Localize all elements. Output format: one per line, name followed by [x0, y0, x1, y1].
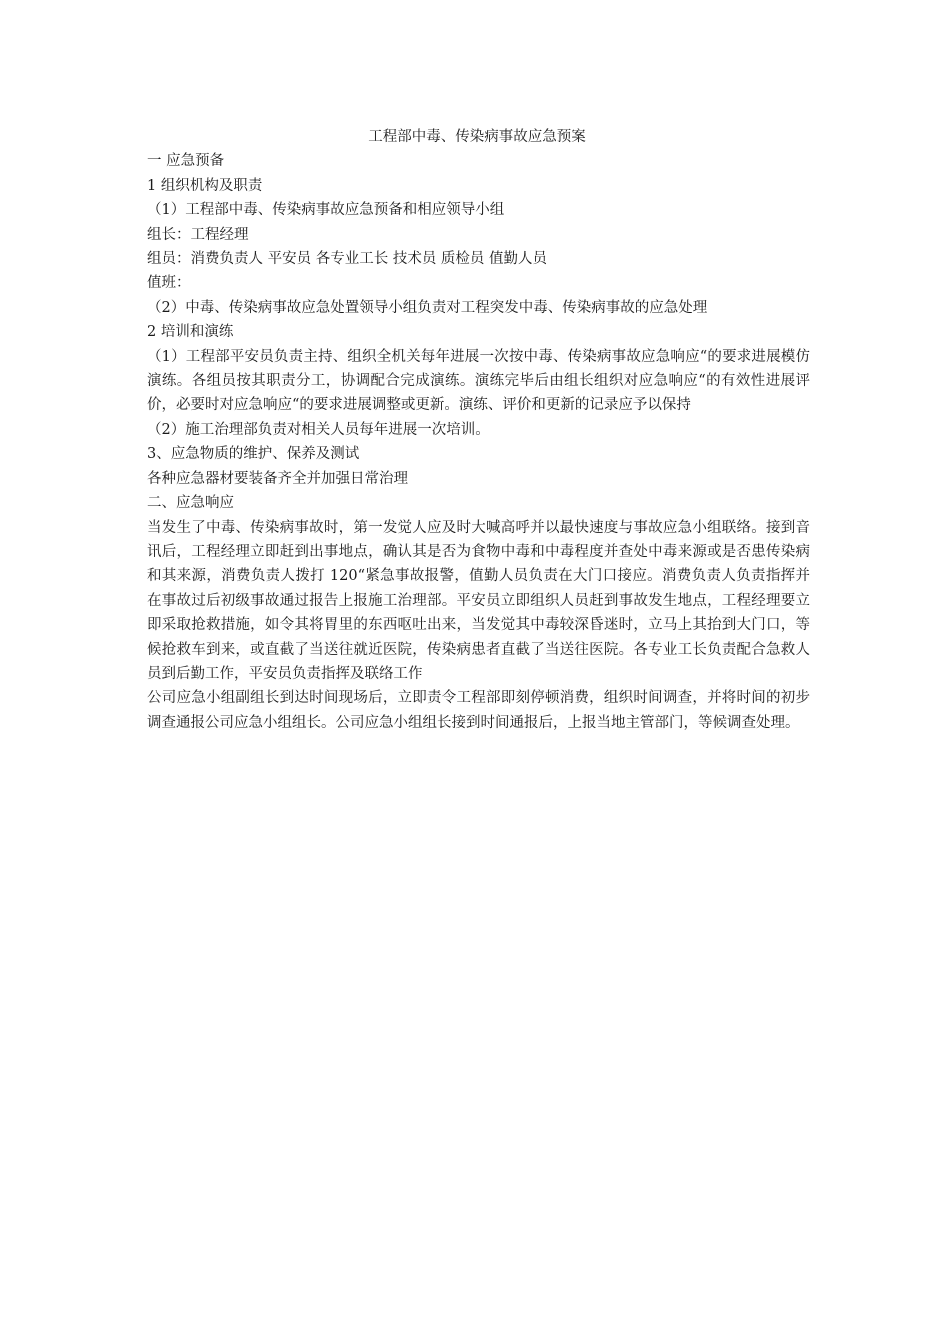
- document-page: [144, 125, 810, 735]
- item-on-duty: 值班：: [147, 275, 191, 292]
- subsection-heading-organization: 1 组织机构及职责: [147, 177, 263, 194]
- paragraph-response-procedure: 当发生了中毒、传染病事故时，第一发觉人应及时大喊高呼并以最快速度与事故应急小组联络。接到音讯后，工程经理立即赶到出事地点，确认其是否为食物中毒和中毒程度并查处中毒来源或是否患传染病和其来源，消费负责人拨打 120“紧急事故报警，值勤人员负责在大门口接应。消费负责人负责指挥并在事故过后初级事故通过报告上报施工治理部。平安员立即组织人员赶到事故发生地点，工程经理要立即采取抢救措施，如令其将胃里的东西呕吐出来，当发觉其中毒较深昏迷时，立马上其抬到大门口，等候抢救车到来，或直截了当送往就近医院，传染病患者直截了当送往医院。各专业工长负责配合急救人员到后勤工作，平安员负责指挥及联络工作: [147, 519, 810, 682]
- document-title: 工程部中毒、传染病事故应急预案: [368, 129, 586, 145]
- item-handling-group: （2）中毒、传染病事故应急处置领导小组负责对工程突发中毒、传染病事故的应急处理: [147, 299, 708, 316]
- item-group-members: 组员：消费负责人 平安员 各专业工长 技术员 质检员 值勤人员: [147, 251, 548, 268]
- item-training: （2）施工治理部负责对相关人员每年进展一次培训。: [147, 421, 490, 438]
- section-heading-response: 二、应急响应: [147, 495, 234, 512]
- item-equipment: 各种应急器材要装备齐全并加强日常治理: [147, 470, 408, 487]
- item-group-leader: 组长：工程经理: [147, 226, 249, 243]
- item-drill: （1）工程部平安员负责主持、组织全机关每年进展一次按中毒、传染病事故应急响应“的要求进展模仿演练。各组员按其职责分工，协调配合完成演练。演练完毕后由组长组织对应急响应“的有效性进展评价，必要时对应急响应“的要求进展调整或更新。演练、评价和更新的记录应予以保持: [147, 348, 810, 414]
- subsection-heading-training: 2 培训和演练: [147, 324, 234, 341]
- item-leadership-group: （1）工程部中毒、传染病事故应急预备和相应领导小组: [147, 202, 505, 219]
- section-heading-preparation: 一 应急预备: [147, 153, 225, 170]
- subsection-heading-materials: 3、应急物质的维护、保养及测试: [147, 446, 360, 463]
- paragraph-company-response: 公司应急小组副组长到达时间现场后，立即责令工程部即刻停顿消费，组织时间调查，并将时间的初步调查通报公司应急小组组长。公司应急小组组长接到时间通报后，上报当地主管部门，等候调查处理。: [147, 690, 810, 731]
